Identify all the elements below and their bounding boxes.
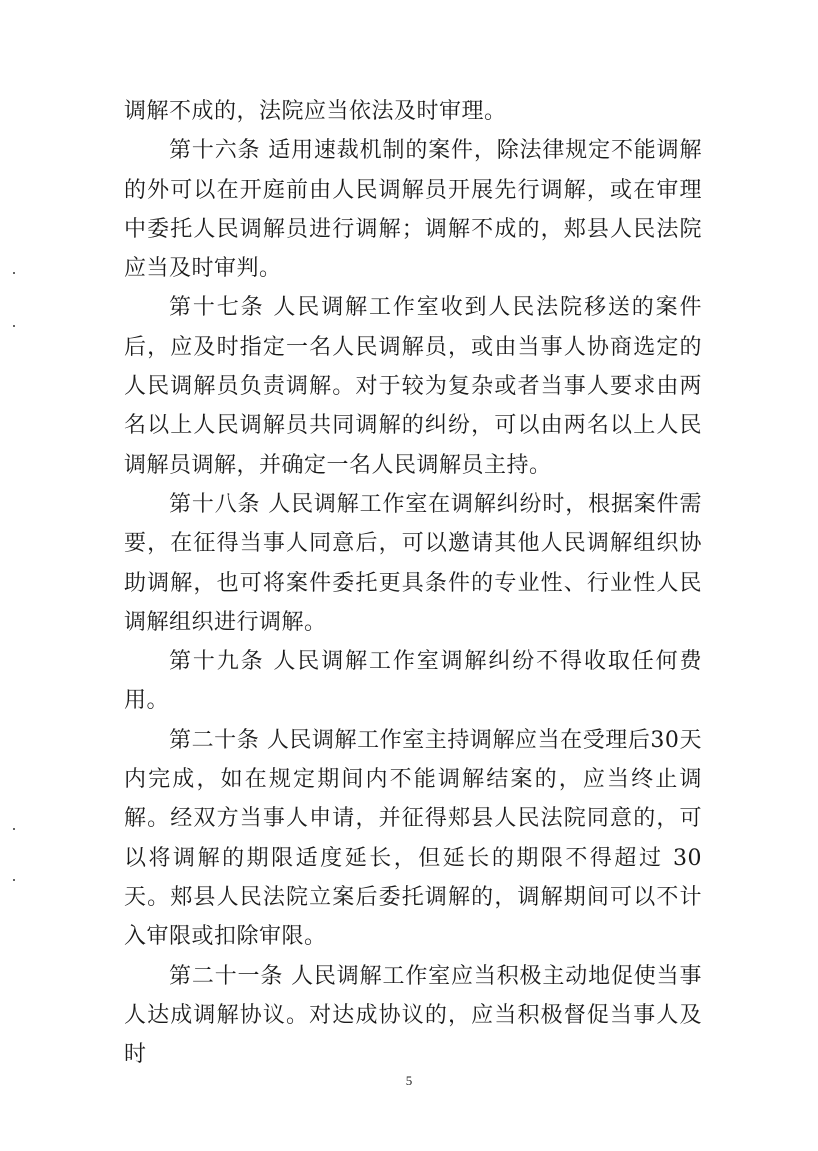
margin-mark [13, 828, 15, 830]
article-19: 第十九条 人民调解工作室调解纠纷不得收取任何费用。 [124, 649, 702, 714]
margin-mark [13, 879, 15, 881]
paragraph-continuation: 调解不成的，法院应当依法及时审理。 [124, 99, 507, 124]
article-18: 第十八条 人民调解工作室在调解纠纷时，根据案件需要，在征得当事人同意后，可以邀请其他人民调解组织协助调解，也可将案件委托更具条件的专业性、行业性人民调解组织进行调解。 [124, 491, 702, 635]
margin-mark [13, 272, 15, 274]
article-20: 第二十条 人民调解工作室主持调解应当在受理后30天内完成，如在规定期间内不能调解结案的，应当终止调解。经双方当事人申请，并征得郏县人民法院同意的，可以将调解的期限适度延长，但延长的期限不得超过 30 天。郏县人民法院立案后委托调解的，调解期间可以不计入审限或扣除审限。 [124, 727, 702, 950]
article-16: 第十六条 适用速裁机制的案件，除法律规定不能调解的外可以在开庭前由人民调解员开展先行调解，或在审理中委托人民调解员进行调解；调解不成的，郏县人民法院应当及时审判。 [124, 138, 702, 282]
page-number: 5 [405, 1073, 413, 1088]
article-17: 第十七条 人民调解工作室收到人民法院移送的案件后，应及时指定一名人民调解员，或由当事人协商选定的人民调解员负责调解。对于较为复杂或者当事人要求由两名以上人民调解员共同调解的纠纷，可以由两名以上人民调解员调解，并确定一名人民调解员主持。 [124, 295, 702, 478]
article-21: 第二十一条 人民调解工作室应当积极主动地促使当事人达成调解协议。对达成协议的，应当积极督促当事人及时 [124, 963, 702, 1068]
body-text [124, 92, 702, 1074]
margin-mark [13, 325, 15, 327]
